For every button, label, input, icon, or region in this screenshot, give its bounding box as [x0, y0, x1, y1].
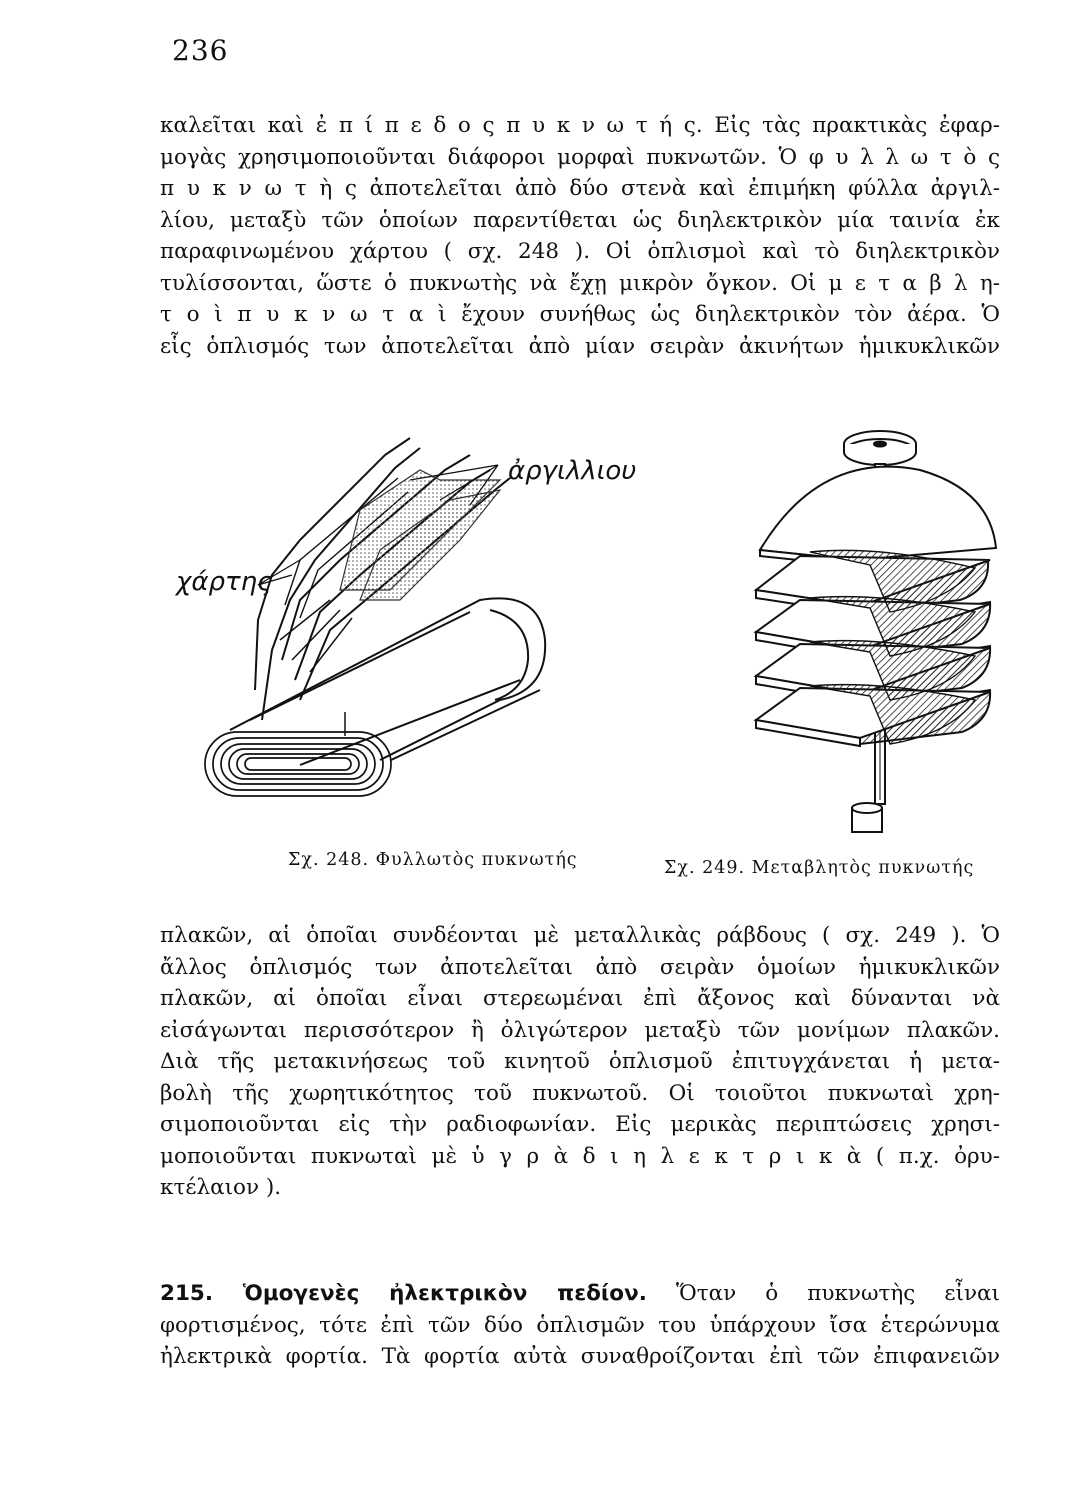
text-line: τυλίσσονται, ὥστε ὁ πυκνωτὴς νὰ ἔχῃ μικρὸν ὄγκον. Οἱ μ ε τ α β λ η- — [160, 270, 1000, 296]
text-line: μοποιοῦνται πυκνωταὶ μὲ ὑ γ ρ ὰ δ ι η λ ε κ τ ρ ι κ ὰ ( π.χ. ὀρυ- — [160, 1143, 1000, 1169]
text-fragment: Ὅταν ὁ πυκνωτὴς εἶναι — [675, 1281, 1000, 1306]
section-heading: 215. Ὁμογενὲς ἠλεκτρικὸν πεδίον. — [160, 1281, 647, 1306]
text-line: Διὰ τῆς μετακινήσεως τοῦ κινητοῦ ὁπλισμοῦ ἐπιτυγχάνεται ἡ μετα- — [160, 1049, 1000, 1074]
text-line: ἠλεκτρικὰ φορτία. Τὰ φορτία αὐτὰ συναθροίζονται ἐπὶ τῶν ἐπιφανειῶν — [160, 1344, 1000, 1369]
caption-figure-248: Σχ. 248. Φυλλωτὸς πυκνωτής — [288, 850, 578, 870]
text-line: βολὴ τῆς χωρητικότητος τοῦ πυκνωτοῦ. Οἱ τοιοῦτοι πυκνωταὶ χρη- — [160, 1080, 1000, 1106]
text-line: παραφινωμένου χάρτου ( σχ. 248 ). Οἱ ὁπλισμοὶ καὶ τὸ διηλεκτρικὸν — [160, 239, 1000, 264]
text-line: λίου, μεταξὺ τῶν ὁποίων παρεντίθεται ὡς διηλεκτρικὸν μία ταινία ἐκ — [160, 207, 1000, 233]
text-line: μογὰς χρησιμοποιοῦνται διάφοροι μορφαὶ πυκνωτῶν. Ὁ φ υ λ λ ω τ ὸ ς — [160, 144, 1000, 170]
section-215 — [160, 1278, 1000, 1373]
variable-capacitor-drawing — [756, 431, 996, 832]
text-line: κτέλαιον ). — [160, 1175, 282, 1200]
rolled-capacitor-drawing — [205, 438, 545, 796]
text-line: εἷς ὁπλισμός των ἀποτελεῖται ἀπὸ μίαν σειρὰν ἀκινήτων ἡμικυκλικῶν — [160, 333, 1000, 359]
text-line: φορτισμένος, τότε ἐπὶ τῶν δύο ὁπλισμῶν του ὑπάρχουν ἴσα ἑτερώνυμα — [160, 1312, 1000, 1338]
text-line: πλακῶν, αἱ ὁποῖαι συνδέονται μὲ μεταλλικὰς ράβδους ( σχ. 249 ). Ὁ — [160, 923, 1000, 948]
text-line: πλακῶν, αἱ ὁποῖαι εἶναι στερεωμέναι ἐπὶ ἄξονος καὶ δύνανται νὰ — [160, 986, 1000, 1011]
text-line: π υ κ ν ω τ ὴ ς ἀποτελεῖται ἀπὸ δύο στενὰ καὶ ἐπιμήκη φύλλα ἀργιλ- — [160, 176, 1000, 201]
text-line: τ ο ὶ π υ κ ν ω τ α ὶ ἔχουν συνήθως ὡς διηλεκτρικὸν τὸν ἀέρα. Ὁ — [160, 302, 1000, 327]
label-aluminum-foil: ἀργιλλιου — [508, 456, 637, 486]
section-215-first-line — [160, 1278, 1000, 1310]
label-paper: χάρτης — [176, 567, 273, 597]
paragraph-variable-capacitor — [160, 920, 1000, 1204]
text-line: σιμοποιοῦνται εἰς τὴν ραδιοφωνίαν. Εἰς μερικὰς περιπτώσεις χρησι- — [160, 1112, 1000, 1137]
text-line: εἰσάγωνται περισσότερον ἢ ὀλιγώτερον μεταξὺ τῶν μονίμων πλακῶν. — [160, 1017, 1000, 1043]
caption-figure-249: Σχ. 249. Μεταβλητὸς πυκνωτής — [664, 858, 975, 878]
text-line: καλεῖται καὶ ἐ π ί π ε δ ο ς π υ κ ν ω τ ή ς. Εἰς τὰς πρακτικὰς ἐφαρ- — [160, 113, 1000, 138]
text-line: ἄλλος ὁπλισμός των ἀποτελεῖται ἀπὸ σειρὰν ὁμοίων ἡμικυκλικῶν — [160, 954, 1000, 980]
paragraph-capacitor-types — [160, 110, 1000, 362]
page-number: 236 — [172, 34, 229, 67]
